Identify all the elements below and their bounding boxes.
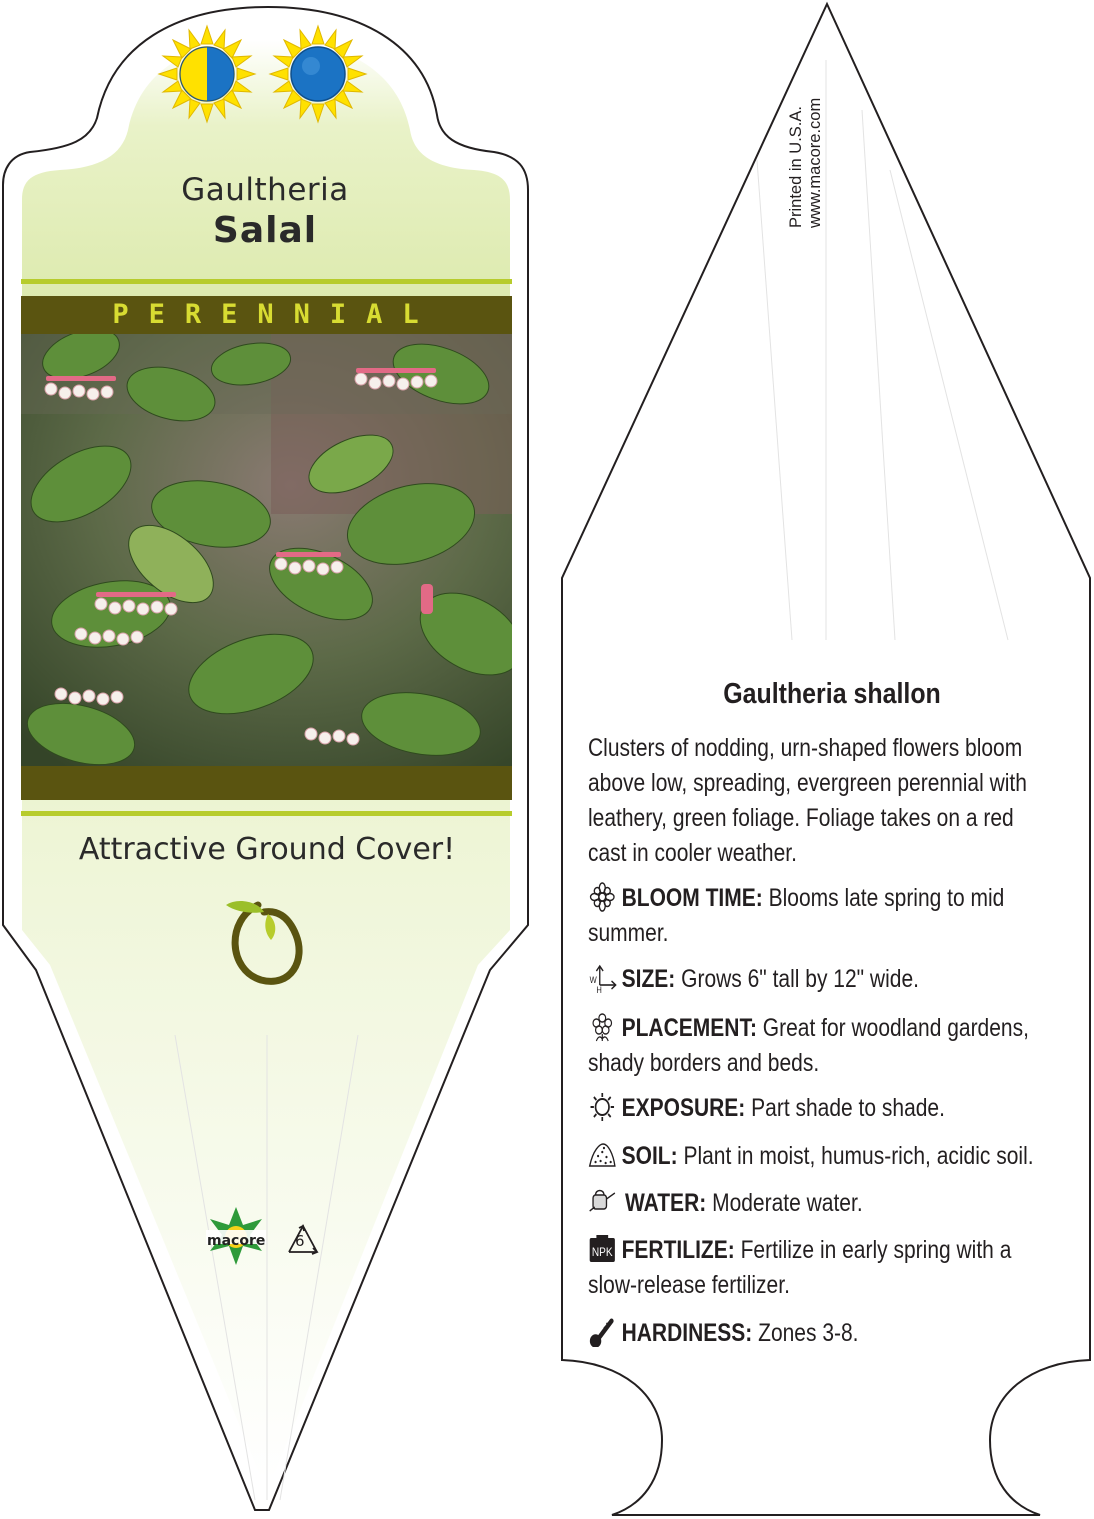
placement-label: PLACEMENT: <box>621 1014 757 1042</box>
svg-text:H: H <box>596 984 602 993</box>
watering-can-icon <box>588 1187 617 1217</box>
water-text: Moderate water. <box>712 1189 863 1217</box>
thermometer-icon <box>588 1317 617 1347</box>
bloom-time-label: BLOOM TIME: <box>621 884 763 912</box>
front-genus: Gaultheria <box>181 172 349 208</box>
plant-photo <box>21 334 512 766</box>
soil-icon <box>588 1140 617 1170</box>
placement-icon <box>588 1012 617 1042</box>
hardiness-label: HARDINESS: <box>621 1319 753 1347</box>
exposure-label: EXPOSURE: <box>621 1094 746 1122</box>
detail-exposure <box>588 1091 1058 1126</box>
recycling-code: 6 <box>295 1232 305 1250</box>
botanical-name: Gaultheria shallon <box>723 678 941 710</box>
detail-soil <box>588 1139 1058 1174</box>
front-common-name: Salal <box>212 210 318 251</box>
brand-logo-text: macore <box>207 1233 266 1249</box>
website: www.macore.com <box>806 97 824 228</box>
size-icon <box>588 963 617 993</box>
part-sun-icon <box>159 26 255 122</box>
svg-text:NPK: NPK <box>591 1246 613 1260</box>
bloom-time-text: Blooms late spring to mid summer. <box>588 884 1005 947</box>
detail-size <box>588 962 1058 997</box>
detail-hardiness <box>588 1316 1058 1351</box>
soil-text: Plant in moist, humus-rich, acidic soil. <box>683 1142 1034 1170</box>
hardiness-text: Zones 3-8. <box>758 1319 859 1347</box>
water-label: WATER: <box>624 1189 707 1217</box>
fertilize-text: Fertilize in early spring with a slow-release fertilizer. <box>588 1236 1012 1299</box>
photo-footer-bar <box>21 766 512 800</box>
category-label: PERENNIAL <box>112 299 439 330</box>
detail-bloom-time <box>588 881 1058 951</box>
size-text: Grows 6" tall by 12" wide. <box>681 965 919 993</box>
placement-text: Great for woodland gardens, shady borders and beds. <box>588 1014 1029 1077</box>
plant-description: Clusters of nodding, urn-shaped flowers bloom above low, spreading, evergreen perennial with leathery, green foliage. Foliage takes on a red cast in cooler weather. <box>588 734 1027 867</box>
shade-icon <box>270 26 366 122</box>
exposure-text: Part shade to shade. <box>751 1094 945 1122</box>
detail-water <box>588 1186 1058 1221</box>
sun-outline-icon <box>588 1092 617 1122</box>
npk-icon <box>588 1234 617 1264</box>
size-label: SIZE: <box>621 965 676 993</box>
print-credits <box>787 48 825 228</box>
fertilize-label: FERTILIZE: <box>621 1236 735 1264</box>
printed-in: Printed in U.S.A. <box>787 106 805 228</box>
detail-fertilize <box>588 1233 1058 1303</box>
lime-rule-top <box>21 279 512 284</box>
tagline: Attractive Ground Cover! <box>78 832 456 867</box>
lime-rule-bottom <box>21 811 512 816</box>
svg-text:W: W <box>589 974 597 986</box>
detail-placement <box>588 1011 1058 1081</box>
soil-label: SOIL: <box>621 1142 678 1170</box>
flower-icon <box>588 882 617 912</box>
